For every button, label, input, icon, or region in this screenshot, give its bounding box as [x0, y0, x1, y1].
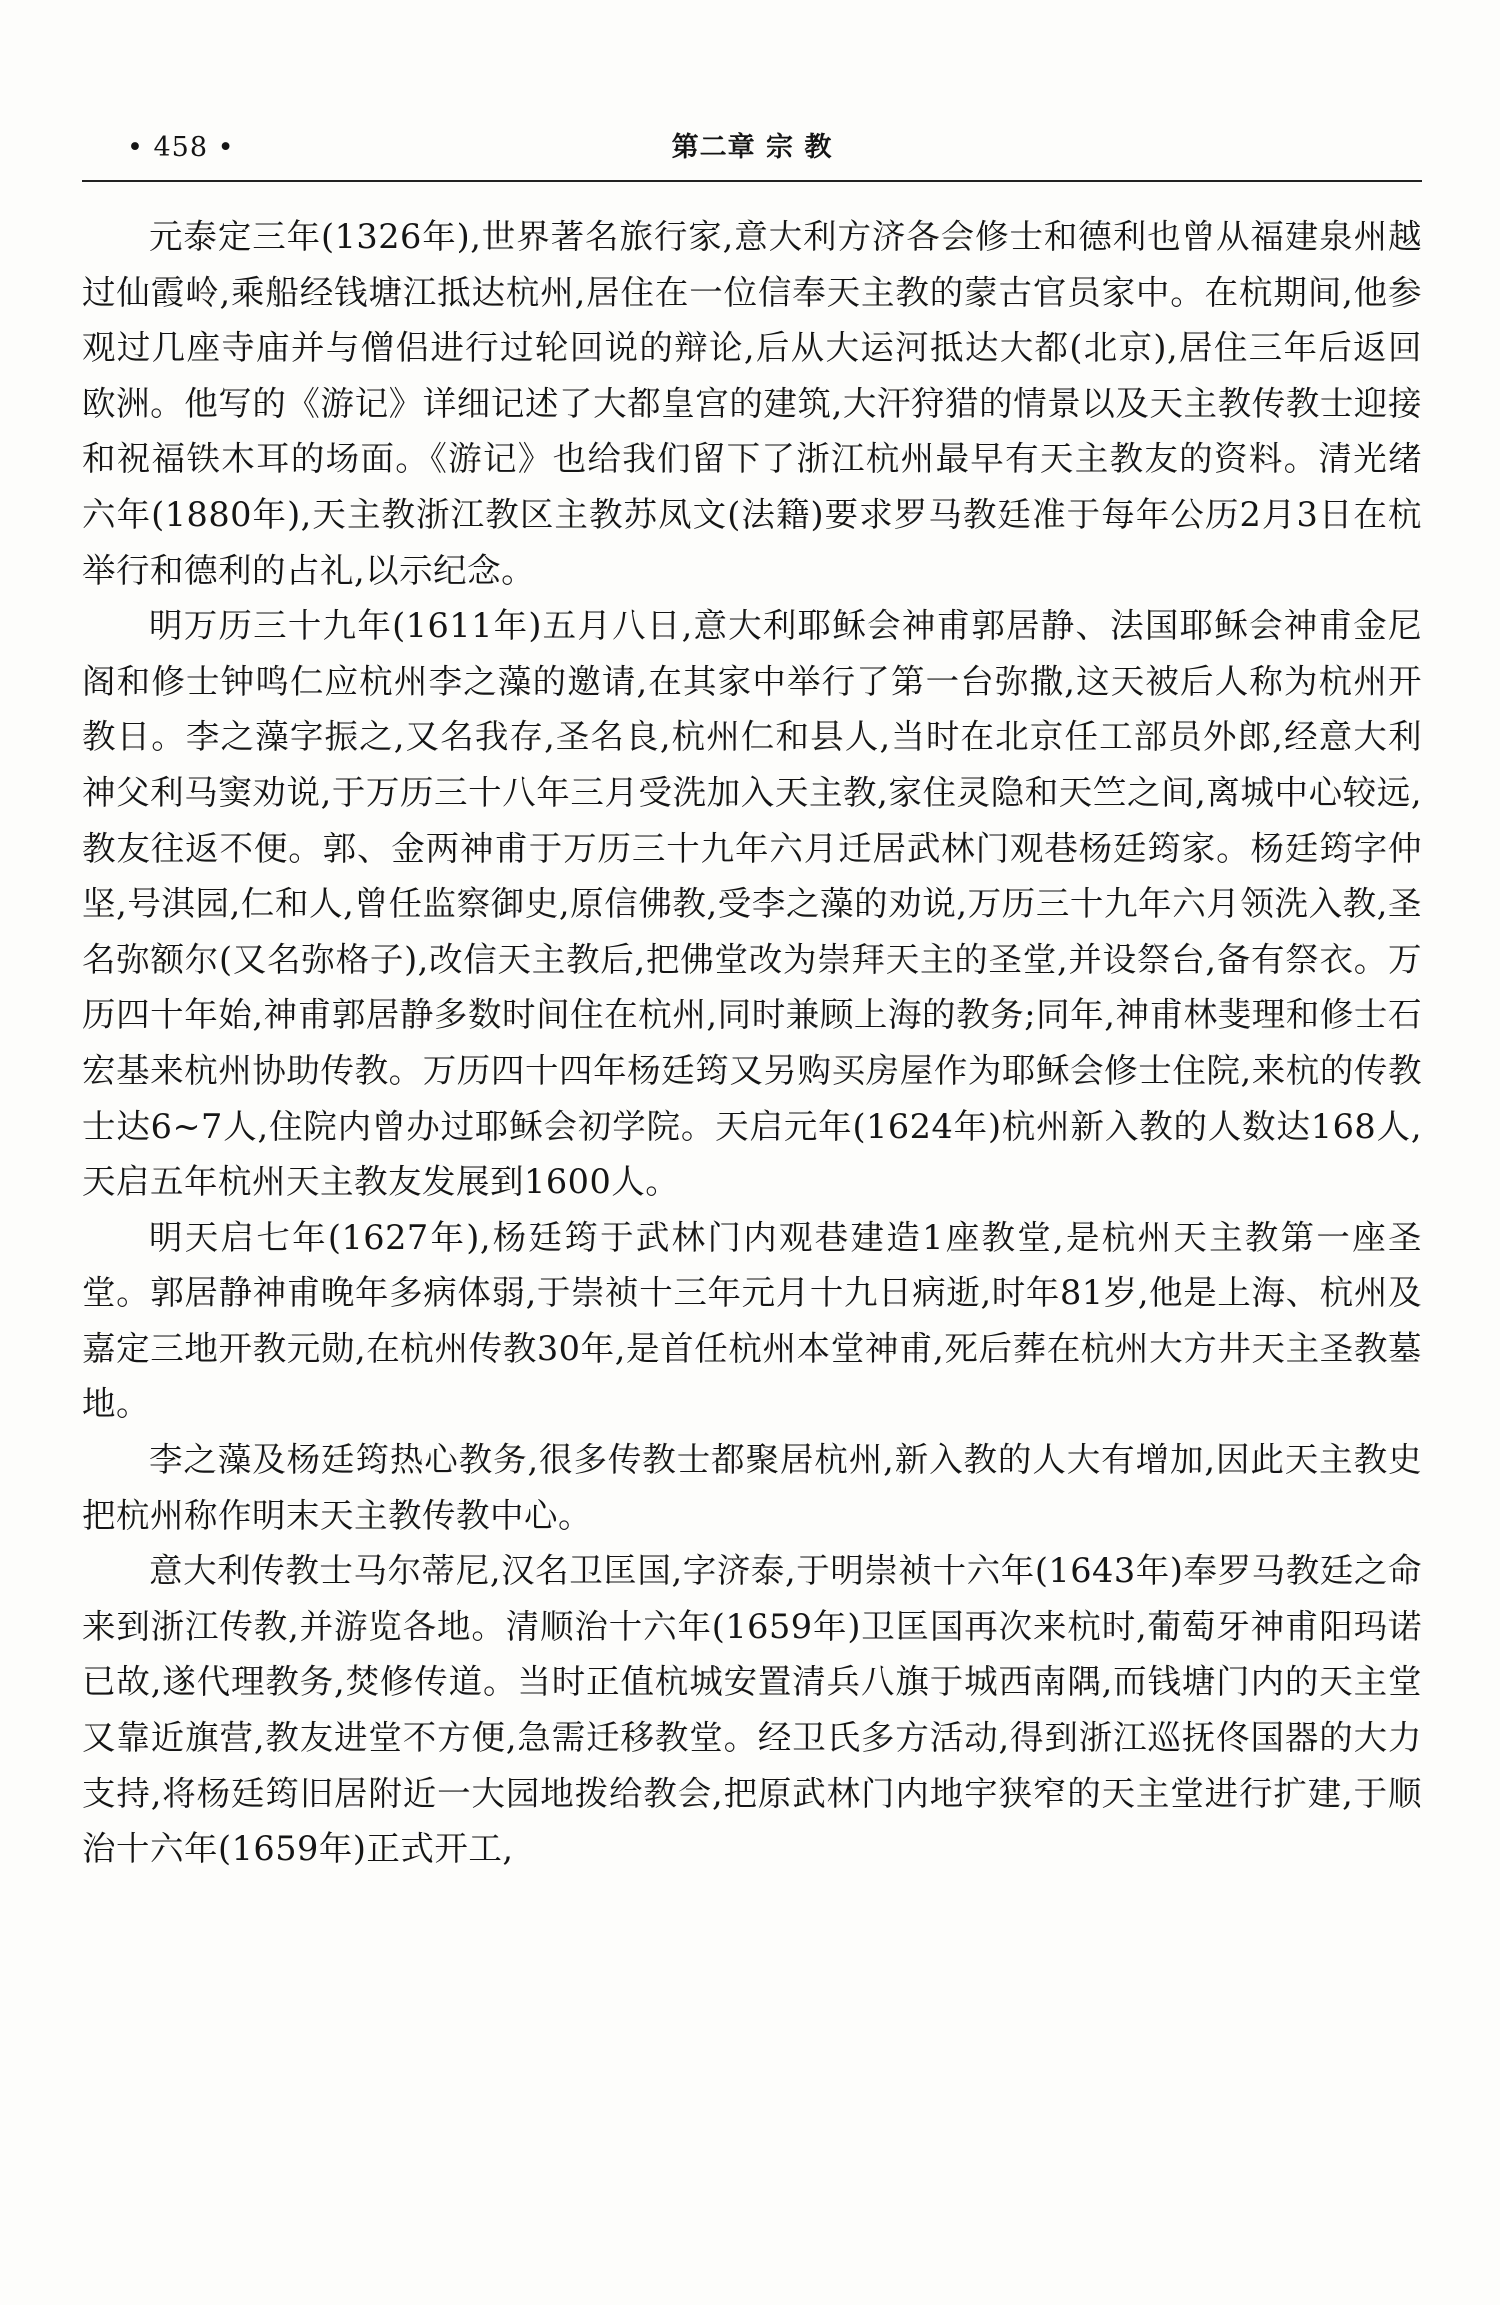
- paragraph-4: 李之藻及杨廷筠热心教务,很多传教士都聚居杭州,新入教的人大有增加,因此天主教史把杭州称作明末天主教传教中心。: [82, 1440, 1422, 1535]
- running-head: 第二章 宗 教: [671, 132, 833, 163]
- page-number: • 458 •: [127, 132, 235, 163]
- paragraph-1: 元泰定三年(1326年),世界著名旅行家,意大利方济各会修士和德利也曾从福建泉州越过仙霞岭,乘船经钱塘江抵达杭州,居住在一位信奉天主教的蒙古官员家中。在杭期间,他参观过几座寺庙并与僧侣进行过轮回说的辩论,后从大运河抵达大都(北京),居住三年后返回欧洲。他写的《游记》详细记述了大都皇宫的建筑,大汗狩猎的情景以及天主教传教士迎接和祝福铁木耳的场面。《游记》也给我们留下了浙江杭州最早有天主教友的资料。清光绪六年(1880年),天主教浙江教区主教苏凤文(法籍)要求罗马教廷准于每年公历2月3日在杭举行和德利的占礼,以示纪念。: [82, 217, 1422, 590]
- page-header: [82, 128, 1422, 172]
- paragraph-2: 明万历三十九年(1611年)五月八日,意大利耶稣会神甫郭居静、法国耶稣会神甫金尼阁和修士钟鸣仁应杭州李之藻的邀请,在其家中举行了第一台弥撒,这天被后人称为杭州开教日。李之藻字振之,又名我存,圣名良,杭州仁和县人,当时在北京任工部员外郎,经意大利神父利马窦劝说,于万历三十八年三月受洗加入天主教,家住灵隐和天竺之间,离城中心较远,教友往返不便。郭、金两神甫于万历三十九年六月迁居武林门观巷杨廷筠家。杨廷筠字仲坚,号淇园,仁和人,曾任监察御史,原信佛教,受李之藻的劝说,万历三十九年六月领洗入教,圣名弥额尔(又名弥格子),改信天主教后,把佛堂改为崇拜天主的圣堂,并设祭台,备有祭衣。万历四十年始,神甫郭居静多数时间住在杭州,同时兼顾上海的教务;同年,神甫林斐理和修士石宏基来杭州协助传教。万历四十四年杨廷筠又另购买房屋作为耶稣会修士住院,来杭的传教士达6~7人,住院内曾办过耶稣会初学院。天启元年(1624年)杭州新入教的人数达168人,天启五年杭州天主教友发展到1600人。: [82, 606, 1422, 1202]
- paragraph-5: 意大利传教士马尔蒂尼,汉名卫匡国,字济泰,于明崇祯十六年(1643年)奉罗马教廷之命来到浙江传教,并游览各地。清顺治十六年(1659年)卫匡国再次来杭时,葡萄牙神甫阳玛诺已故,遂代理教务,焚修传道。当时正值杭城安置清兵八旗于城西南隅,而钱塘门内的天主堂又靠近旗营,教友进堂不方便,急需迁移教堂。经卫氏多方活动,得到浙江巡抚佟国器的大力支持,将杨廷筠旧居附近一大园地拨给教会,把原武林门内地宇狭窄的天主堂进行扩建,于顺治十六年(1659年)正式开工,: [82, 1551, 1422, 1869]
- paragraph-3: 明天启七年(1627年),杨廷筠于武林门内观巷建造1座教堂,是杭州天主教第一座圣堂。郭居静神甫晚年多病体弱,于崇祯十三年元月十九日病逝,时年81岁,他是上海、杭州及嘉定三地开教元勋,在杭州传教30年,是首任杭州本堂神甫,死后葬在杭州大方井天主圣教墓地。: [82, 1217, 1422, 1424]
- header-rule: [82, 180, 1422, 182]
- body-text: [82, 209, 1422, 1877]
